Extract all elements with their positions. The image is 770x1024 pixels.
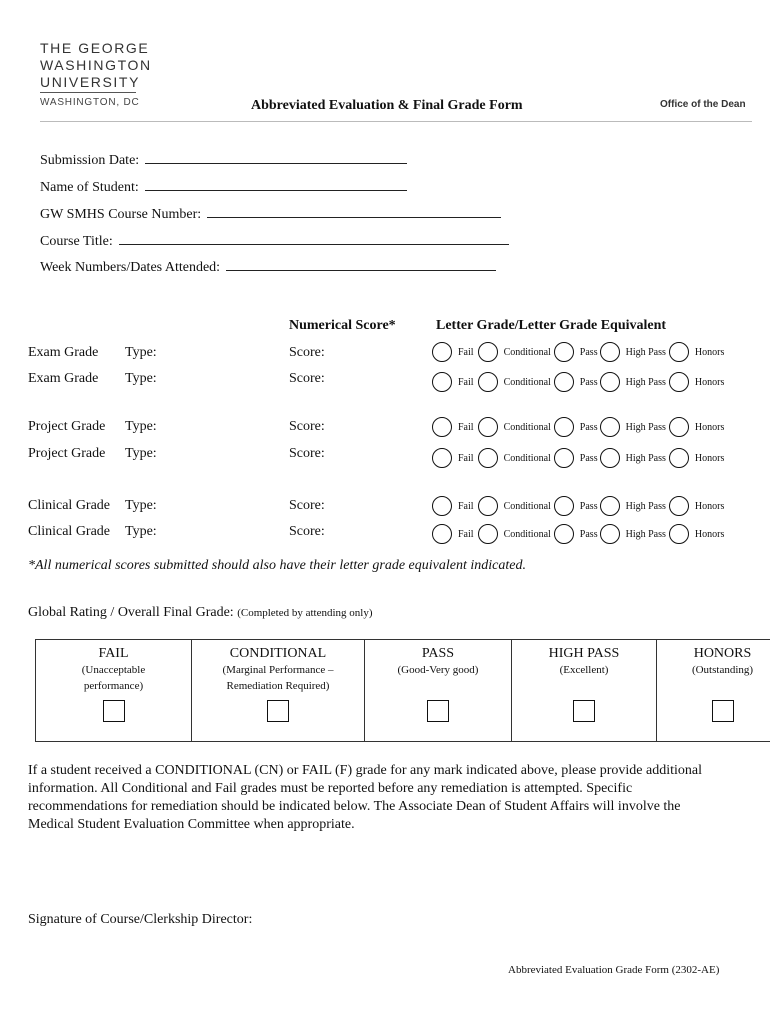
rating-description-line2 [661, 678, 770, 694]
rating-description: (Good-Very good) [397, 664, 479, 676]
letter-grade-options [432, 446, 724, 470]
grade-option-label: High Pass [625, 528, 666, 540]
course-number-blank[interactable] [207, 203, 501, 218]
grade-option[interactable] [478, 448, 554, 468]
rating-heading: HONORS [693, 646, 752, 661]
grade-radio-circle[interactable] [554, 524, 574, 544]
grade-option-label: High Pass [625, 376, 666, 388]
remediation-instructions: If a student received a CONDITIONAL (CN) or FAIL (F) grade for any mark indicated above, please provide additional information. All Conditional and Fail grades must be reported before any remediation is attempted. Specific recommendations for remediation should be indicated below. The Associate Dean of Student Affairs will involve the Medical Student Evaluation Committee when appropriate. [28, 763, 702, 832]
row-label: Clinical Grade [28, 498, 111, 513]
grade-option[interactable] [478, 496, 554, 516]
rating-heading: CONDITIONAL [229, 646, 327, 661]
grade-option-label: High Pass [625, 421, 666, 433]
row-label: Exam Grade [28, 371, 99, 386]
student-name-blank[interactable] [145, 176, 407, 191]
student-name-field [40, 176, 407, 196]
rating-checkbox[interactable] [427, 700, 449, 722]
grade-radio-circle[interactable] [478, 372, 498, 392]
course-title-field [40, 230, 509, 250]
submission-date-field [40, 149, 407, 169]
row-type-label: Type: [125, 345, 157, 360]
grade-radio-circle[interactable] [600, 448, 620, 468]
grade-option-label: Honors [694, 528, 725, 540]
global-rating-label [28, 605, 373, 621]
row-label: Project Grade [28, 446, 106, 461]
global-rating-title: Global Rating / Overall Final Grade: [28, 605, 234, 620]
grade-option[interactable] [554, 496, 600, 516]
numerical-score-header: Numerical Score* [289, 318, 396, 333]
grade-option[interactable] [600, 496, 669, 516]
grade-option-label: Fail [458, 421, 474, 433]
grade-option[interactable] [669, 342, 724, 362]
grade-radio-circle[interactable] [669, 496, 689, 516]
grade-option-label: Fail [458, 500, 474, 512]
grade-option-label: High Pass [625, 346, 666, 358]
letter-grade-options [432, 415, 724, 439]
row-score-label: Score: [289, 371, 325, 386]
scores-note: *All numerical scores submitted should also have their letter grade equivalent indicated. [28, 558, 526, 573]
grade-option[interactable] [669, 448, 724, 468]
grade-option[interactable] [478, 342, 554, 362]
grade-option-label: Honors [694, 500, 725, 512]
rating-checkbox[interactable] [103, 700, 125, 722]
letter-grade-options [432, 494, 724, 518]
rating-cell [512, 640, 657, 742]
row-score-label: Score: [289, 446, 325, 461]
row-type-label: Type: [125, 498, 157, 513]
grade-radio-circle[interactable] [554, 448, 574, 468]
grade-option[interactable] [554, 372, 600, 392]
grade-option[interactable] [554, 342, 600, 362]
global-rating-qualifier: (Completed by attending only) [237, 607, 373, 619]
grade-option-label: Pass [579, 528, 598, 540]
grade-radio-circle[interactable] [432, 524, 452, 544]
grade-option-label: Pass [579, 376, 598, 388]
logo-line-1: THE GEORGE [40, 40, 150, 56]
grade-radio-circle[interactable] [432, 496, 452, 516]
grade-radio-circle[interactable] [554, 417, 574, 437]
grade-option[interactable] [669, 524, 724, 544]
university-logo [40, 40, 152, 91]
letter-grade-options [432, 370, 724, 394]
grade-option-label: High Pass [625, 452, 666, 464]
rating-cell [365, 640, 512, 742]
grade-option-label: Pass [579, 346, 598, 358]
grade-option[interactable] [600, 372, 669, 392]
grade-option-label: Conditional [503, 528, 551, 540]
rating-description: (Unacceptable [81, 664, 146, 676]
grade-option-label: Honors [694, 376, 725, 388]
office-label: Office of the Dean [660, 99, 746, 110]
grade-radio-circle[interactable] [432, 372, 452, 392]
grade-radio-circle[interactable] [669, 448, 689, 468]
rating-description: (Excellent) [559, 664, 609, 676]
weeks-attended-label: Week Numbers/Dates Attended: [40, 260, 221, 275]
grade-option[interactable] [669, 496, 724, 516]
grade-radio-circle[interactable] [600, 496, 620, 516]
grade-radio-circle[interactable] [478, 448, 498, 468]
row-score-label: Score: [289, 524, 325, 539]
grade-radio-circle[interactable] [600, 342, 620, 362]
grade-option-label: Pass [579, 452, 598, 464]
logo-divider [40, 92, 136, 93]
submission-date-blank[interactable] [145, 149, 407, 164]
rating-description: (Outstanding) [691, 664, 754, 676]
rating-cell [657, 640, 770, 742]
grade-radio-circle[interactable] [600, 372, 620, 392]
rating-description: (Marginal Performance – [222, 664, 334, 676]
submission-date-label: Submission Date: [40, 153, 140, 168]
rating-checkbox[interactable] [712, 700, 734, 722]
row-type-label: Type: [125, 446, 157, 461]
grade-option-label: High Pass [625, 500, 666, 512]
grade-option[interactable] [554, 524, 600, 544]
grade-radio-circle[interactable] [432, 342, 452, 362]
weeks-attended-field [40, 256, 496, 276]
grade-option-label: Fail [458, 346, 474, 358]
global-rating-table [35, 639, 770, 742]
row-label: Project Grade [28, 419, 106, 434]
grade-radio-circle[interactable] [432, 448, 452, 468]
grade-option-label: Fail [458, 452, 474, 464]
rating-checkbox[interactable] [573, 700, 595, 722]
grade-option-label: Honors [694, 421, 725, 433]
grade-option-label: Honors [694, 346, 725, 358]
grade-radio-circle[interactable] [478, 524, 498, 544]
grade-option[interactable] [478, 417, 554, 437]
course-number-label: GW SMHS Course Number: [40, 207, 202, 222]
logo-line-3: UNIVERSITY [40, 74, 141, 90]
grade-option-label: Conditional [503, 452, 551, 464]
grade-radio-circle[interactable] [554, 372, 574, 392]
row-type-label: Type: [125, 524, 157, 539]
rating-heading: PASS [421, 646, 455, 661]
grade-radio-circle[interactable] [478, 417, 498, 437]
row-score-label: Score: [289, 345, 325, 360]
form-footer: Abbreviated Evaluation Grade Form (2302-AE) [508, 964, 720, 976]
grade-option-label: Honors [694, 452, 725, 464]
rating-description-line2: performance) [83, 680, 144, 692]
row-type-label: Type: [125, 371, 157, 386]
grade-radio-circle[interactable] [669, 342, 689, 362]
course-title-blank[interactable] [119, 230, 509, 245]
rating-description-line2 [516, 678, 652, 694]
logo-line-2: WASHINGTON [40, 57, 152, 73]
signature-label: Signature of Course/Clerkship Director: [28, 912, 253, 927]
grade-radio-circle[interactable] [669, 524, 689, 544]
grade-option[interactable] [669, 417, 724, 437]
rating-description-line2: Remediation Required) [226, 680, 330, 692]
row-score-label: Score: [289, 498, 325, 513]
grade-option[interactable] [600, 417, 669, 437]
grade-option-label: Conditional [503, 500, 551, 512]
form-title: Abbreviated Evaluation & Final Grade Form [251, 98, 523, 113]
grade-option-label: Pass [579, 421, 598, 433]
grade-radio-circle[interactable] [600, 417, 620, 437]
grade-option-label: Fail [458, 528, 474, 540]
grade-option[interactable] [600, 448, 669, 468]
row-score-label: Score: [289, 419, 325, 434]
grade-option[interactable] [432, 417, 478, 437]
grade-option[interactable] [478, 372, 554, 392]
grade-radio-circle[interactable] [554, 496, 574, 516]
grade-option[interactable] [600, 524, 669, 544]
letter-grade-options [432, 340, 724, 364]
letter-grade-options [432, 522, 724, 546]
weeks-attended-blank[interactable] [226, 256, 496, 271]
grade-radio-circle[interactable] [478, 342, 498, 362]
grade-option[interactable] [600, 342, 669, 362]
grade-option[interactable] [478, 524, 554, 544]
row-label: Exam Grade [28, 345, 99, 360]
grade-option[interactable] [432, 448, 478, 468]
grade-option[interactable] [554, 448, 600, 468]
grade-option[interactable] [432, 342, 478, 362]
row-type-label: Type: [125, 419, 157, 434]
grade-option-label: Conditional [503, 346, 551, 358]
logo-location: WASHINGTON, DC [40, 97, 140, 108]
grade-option[interactable] [669, 372, 724, 392]
grade-option-label: Fail [458, 376, 474, 388]
course-title-label: Course Title: [40, 234, 113, 249]
rating-heading: HIGH PASS [548, 646, 620, 661]
grade-option[interactable] [432, 372, 478, 392]
rating-description-line2 [369, 678, 507, 694]
rating-cell [36, 640, 192, 742]
rating-checkbox[interactable] [267, 700, 289, 722]
grade-radio-circle[interactable] [478, 496, 498, 516]
grade-radio-circle[interactable] [600, 524, 620, 544]
rating-heading: FAIL [98, 646, 129, 661]
grade-option[interactable] [432, 496, 478, 516]
grade-option-label: Conditional [503, 376, 551, 388]
grade-radio-circle[interactable] [669, 417, 689, 437]
grade-radio-circle[interactable] [432, 417, 452, 437]
letter-grade-header: Letter Grade/Letter Grade Equivalent [436, 318, 667, 333]
student-name-label: Name of Student: [40, 180, 139, 195]
rating-cell [192, 640, 365, 742]
grade-option[interactable] [432, 524, 478, 544]
grade-option-label: Pass [579, 500, 598, 512]
header-divider [40, 121, 752, 122]
grade-option[interactable] [554, 417, 600, 437]
grade-radio-circle[interactable] [669, 372, 689, 392]
row-label: Clinical Grade [28, 524, 111, 539]
rating-row [36, 640, 770, 742]
course-number-field [40, 203, 501, 223]
grade-radio-circle[interactable] [554, 342, 574, 362]
grade-option-label: Conditional [503, 421, 551, 433]
